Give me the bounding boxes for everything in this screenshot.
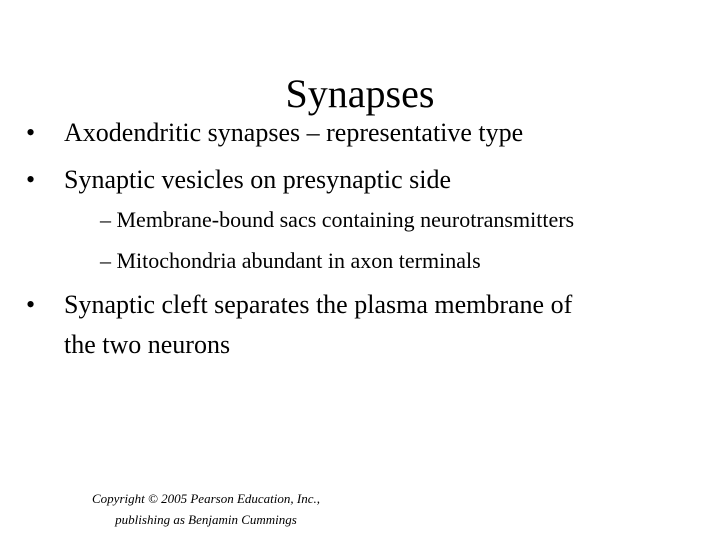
bullet-marker: • xyxy=(26,290,36,319)
bullet-marker: • xyxy=(26,165,36,194)
bullet-text: Synaptic cleft separates the plasma membrane of xyxy=(64,290,573,319)
bullet-marker: • xyxy=(26,118,36,147)
sub-bullet-membrane-sacs: – Membrane-bound sacs containing neurotransmitters xyxy=(100,207,575,232)
sub-bullet-mitochondria: – Mitochondria abundant in axon terminals xyxy=(100,248,481,273)
bullet-vesicles xyxy=(26,165,451,195)
bullet-synaptic-cleft xyxy=(26,290,572,320)
bullet-text: Synaptic vesicles on presynaptic side xyxy=(64,165,452,194)
copyright-notice xyxy=(76,488,336,530)
bullet-text: Axodendritic synapses – representative type xyxy=(64,118,524,147)
slide-title: Synapses xyxy=(285,71,435,116)
copyright-line-2: publishing as Benjamin Cummings xyxy=(115,512,297,527)
bullet-axodendritic xyxy=(26,118,523,148)
copyright-line-1: Copyright © 2005 Pearson Education, Inc., xyxy=(92,491,320,506)
bullet-continuation: the two neurons xyxy=(64,330,231,359)
